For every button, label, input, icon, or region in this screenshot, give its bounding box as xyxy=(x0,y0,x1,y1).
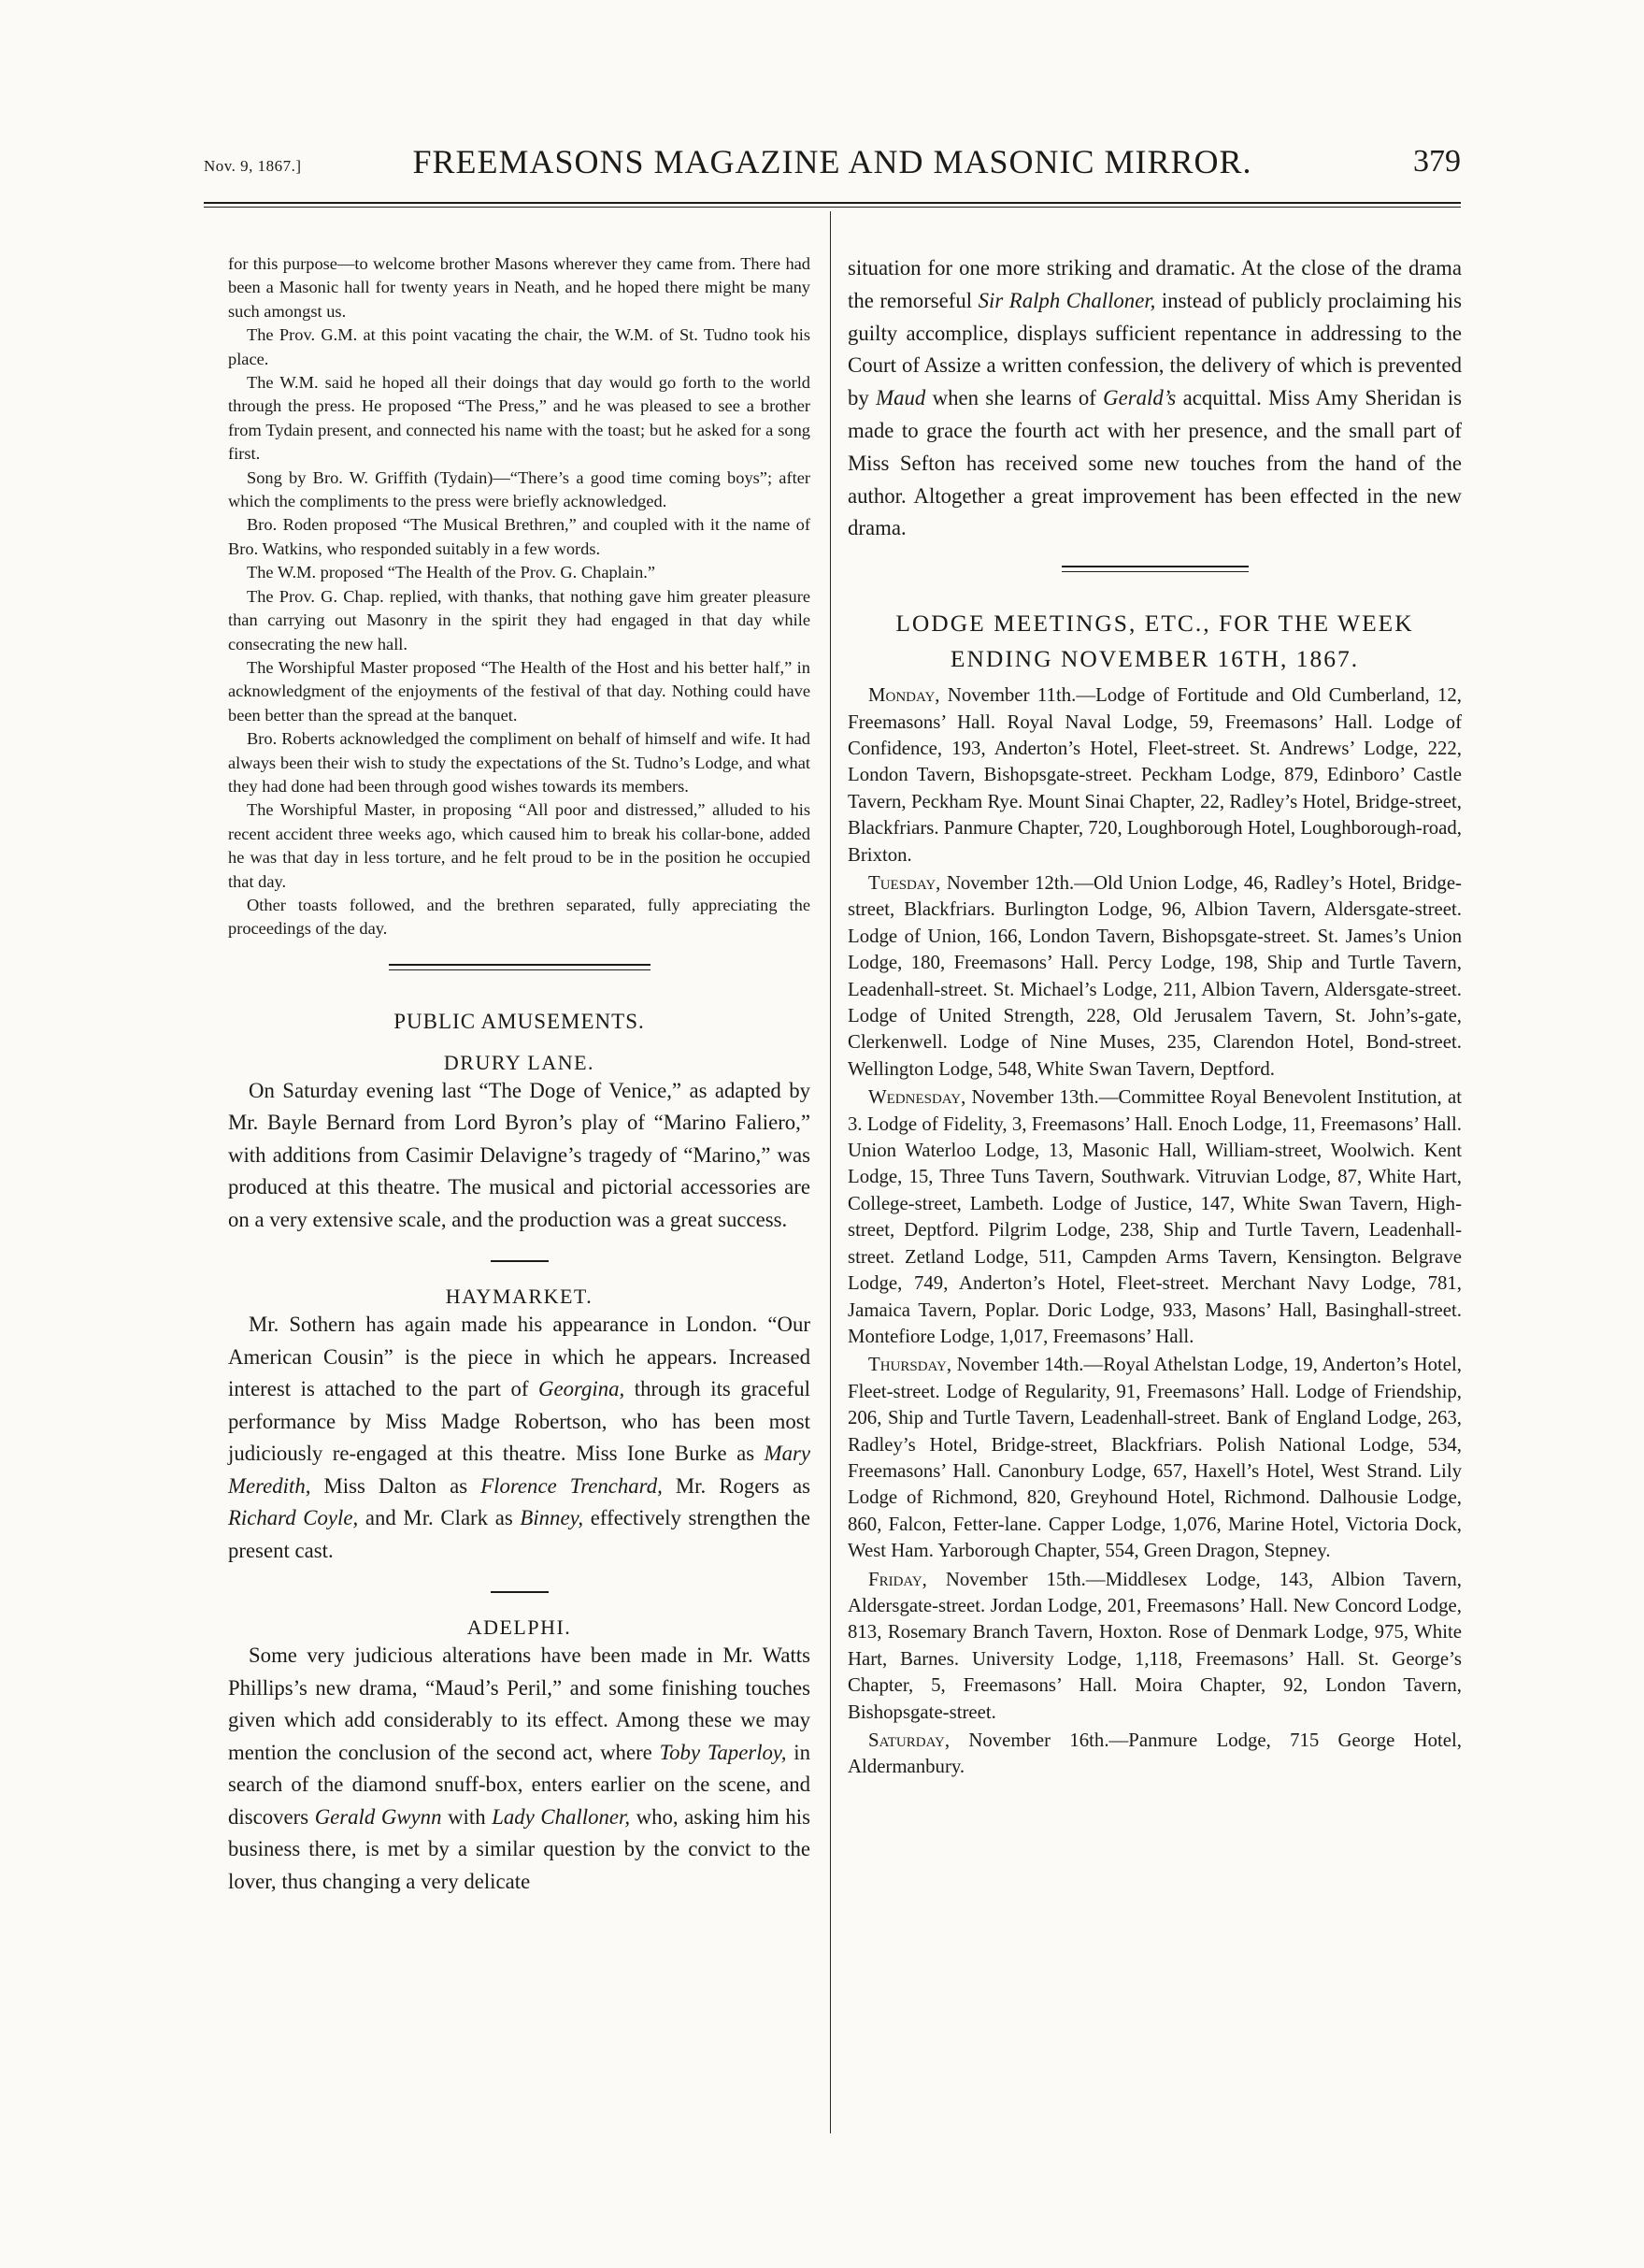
report-paragraph: Other toasts followed, and the brethren separated, fully appreciating the proceedings of the day. xyxy=(228,895,810,939)
report-paragraph: The W.M. said he hoped all their doings that day would go forth to the world through the press. He proposed “The Press,” and he was pleased to see a brother from Tydain present, and connected his name with the toast; but he asked for a song first. xyxy=(228,373,810,464)
article-text: situation for one more striking and dramatic. At the close of the drama the remorseful Sir Ralph Challoner, instead of publicly proclaiming his guilty accomplice, displays sufficient repentance in addressing to the Court of Assize a written confession, the delivery of which is prevented by Maud when she learns of Gerald’s acquittal. Miss Amy Sheridan is made to grace the fourth act with her presence, and the small part of Miss Sefton has received some new touches from the hand of the author. Altogether a great improvement has been effected in the new drama. xyxy=(848,256,1463,540)
report-paragraph: Bro. Roberts acknowledged the compliment on behalf of himself and wife. It had always been their wish to study the expectations of the St. Tudno’s Lodge, and what they had done had been through good wishes towards its members. xyxy=(228,729,810,796)
lodge-day-entry: Tuesday, November 12th.—Old Union Lodge, 46, Radley’s Hotel, Bridge-street, Blackfriars. Burlington Lodge, 96, Albion Tavern, Aldersgate-street. Lodge of Union, 166, London Tavern, Bishopsgate-street. St. James’s Union Lodge, 180, Freemasons’ Hall. Percy Lodge, 198, Ship and Turtle Tavern, Leadenhall-street. St. Michael’s Lodge, 211, Albion Tavern, Aldersgate-street. Lodge of United Strength, 228, Old Jerusalem Tavern, St. John’s-gate, Clerkenwell. Lodge of Nine Muses, 235, Clarendon Hotel, Bond-street. Wellington Lodge, 548, White Swan Tavern, Deptford. xyxy=(848,872,1462,1080)
article-text: Mr. Sothern has again made his appearance in London. “Our American Cousin” is the piece in which he appears. Increased interest is attached to the part of Georgina, through its graceful performance by Miss Madge Robertson, who has been most judiciously re-engaged at this theatre. Miss Ione Burke as Mary Meredith, Miss Dalton as Florence Trenchard, Mr. Rogers as Richard Coyle, and Mr. Clark as Binney, effectively strengthen the present cast. xyxy=(228,1313,811,1562)
lodge-day-entry: Monday, November 11th.—Lodge of Fortitude and Old Cumberland, 12, Freemasons’ Hall. Royal Naval Lodge, 59, Freemasons’ Hall. Lodge of Confidence, 193, Anderton’s Hotel, Fleet-street. St. Andrews’ Lodge, 222, London Tavern, Bishopsgate-street. Peckham Lodge, 879, Edinboro’ Castle Tavern, Peckham Rye. Mount Sinai Chapter, 22, Radley’s Hotel, Bridge-street, Blackfriars. Panmure Chapter, 720, Loughborough Hotel, Loughborough-road, Brixton. xyxy=(848,684,1463,866)
report-paragraph: Song by Bro. W. Griffith (Tydain)—“There’s a good time coming boys”; after which the compliments to the press were briefly acknowledged. xyxy=(228,467,810,511)
masthead-title: FREEMASONS MAGAZINE AND MASONIC MIRROR. xyxy=(412,143,1252,180)
article-text: Some very judicious alterations have been made in Mr. Watts Phillips’s new drama, “Maud’s Peril,” and some finishing touches given which add considerably to its effect. Among these we may mention the conclusion of the second act, where Toby Taperloy, in search of the diamond snuff-box, enters earlier on the scene, and discovers Gerald Gwynn with Lady Challoner, who, asking him his business there, is met by a similar question by the convict to the lover, thus changing a very delicate xyxy=(228,1644,810,1893)
lodge-meetings-list xyxy=(848,682,1462,1781)
right-column xyxy=(848,252,1462,1781)
report-paragraph: for this purpose—to welcome brother Masons wherever they came from. There had been a Masonic hall for twenty years in Neath, and he hoped there might be many such amongst us. xyxy=(228,254,810,321)
report-paragraph: Bro. Roden proposed “The Musical Brethren,” and coupled with it the name of Bro. Watkins, who responded suitably in a few words. xyxy=(228,515,810,558)
issue-date: Nov. 9, 1867.] xyxy=(204,157,302,175)
section-divider xyxy=(389,964,650,970)
page-number: 379 xyxy=(1413,144,1461,179)
report-paragraph: The Worshipful Master proposed “The Health of the Host and his better half,” in acknowledgment of the enjoyments of the festival of that day. Nothing could have been better than the spread at the banquet. xyxy=(228,657,810,725)
report-paragraph: The Prov. G. Chap. replied, with thanks, that nothing gave him greater pleasure than carrying out Masonry in the spirit they had engaged in that day while consecrating the new hall. xyxy=(228,586,810,653)
public-amusements-heading: PUBLIC AMUSEMENTS. xyxy=(393,1009,645,1033)
header-rule-thin xyxy=(204,207,1461,208)
page-header xyxy=(204,138,1461,183)
left-column xyxy=(228,252,810,1898)
lodge-day-entry: Wednesday, November 13th.—Committee Royal Benevolent Institution, at 3. Lodge of Fidelity, 3, Freemasons’ Hall. Enoch Lodge, 11, Freemasons’ Hall. Union Waterloo Lodge, 13, Masonic Hall, William-street, Woolwich. Kent Lodge, 15, Three Tuns Tavern, Southwark. Vitruvian Lodge, 87, White Hart, College-street, Lambeth. Lodge of Justice, 147, White Swan Tavern, High-street, Deptford. Pilgrim Lodge, 238, Ship and Turtle Tavern, Leadenhall-street. Zetland Lodge, 511, Campden Arms Tavern, Kensington. Belgrave Lodge, 749, Anderton’s Hotel, Fleet-street. Merchant Navy Lodge, 781, Jamaica Tavern, Poplar. Doric Lodge, 933, Masons’ Hall, Basinghall-street. Montefiore Lodge, 1,017, Freemasons’ Hall. xyxy=(848,1086,1462,1347)
drury-lane-heading: DRURY LANE. xyxy=(443,1050,595,1074)
adelphi-article-continued xyxy=(848,252,1462,545)
section-divider xyxy=(1062,566,1249,572)
lodge-day-entry: Friday, November 15th.—Middlesex Lodge, 143, Albion Tavern, Aldersgate-street. Jordan Lodge, 201, Freemasons’ Hall. New Concord Lodge, 813, Rosemary Branch Tavern, Hoxton. Rose of Denmark Lodge, 975, White Hart, Barnes. University Lodge, 1,118, Freemasons’ Hall. St. George’s Chapter, 5, Freemasons’ Hall. Moira Chapter, 92, London Tavern, Bishopsgate-street. xyxy=(848,1568,1462,1723)
lodge-report xyxy=(228,252,810,941)
report-paragraph: The Prov. G.M. at this point vacating the chair, the W.M. of St. Tudno took his place. xyxy=(228,325,810,368)
lodge-day-entry: Saturday, November 16th.—Panmure Lodge, 715 George Hotel, Aldermanbury. xyxy=(848,1730,1462,1778)
haymarket-heading: HAYMARKET. xyxy=(445,1285,593,1309)
report-paragraph: The Worshipful Master, in proposing “All poor and distressed,” alluded to his recent accident three weeks ago, which caused him to break his collar-bone, added he was that day in less torture, and he felt proud to be in the position he occupied that day. xyxy=(228,800,810,891)
article-text: On Saturday evening last “The Doge of Venice,” as adapted by Mr. Bayle Bernard from Lord Byron’s play of “Marino Faliero,” with additions from Casimir Delavigne’s tragedy of “Marino,” was produced at this theatre. The musical and pictorial accessories are on a very extensive scale, and the production was a great success. xyxy=(228,1078,810,1231)
adelphi-article xyxy=(228,1640,810,1898)
lodge-day-entry: Thursday, November 14th.—Royal Athelstan Lodge, 19, Anderton’s Hotel, Fleet-street. Lodge of Regularity, 91, Freemasons’ Hall. Lodge of Friendship, 206, Ship and Turtle Tavern, Leadenhall-street. Bank of England Lodge, 263, Radley’s Hotel, Bridge-street, Blackfriars. Polish National Lodge, 534, Freemasons’ Hall. Canonbury Lodge, 657, Haxell’s Hotel, West Strand. Lily Lodge of Richmond, 820, Greyhound Hotel, Richmond. Dalhousie Lodge, 860, Falcon, Fetter-lane. Capper Lodge, 1,076, Marine Hotel, Victoria Dock, West Ham. Yarborough Chapter, 554, Green Dragon, Stepney. xyxy=(848,1354,1462,1562)
lodge-meetings-heading: LODGE MEETINGS, ETC., FOR THE WEEK ENDING NOVEMBER 16TH, 1867. xyxy=(895,610,1414,673)
report-paragraph: The W.M. proposed “The Health of the Prov. G. Chaplain.” xyxy=(247,563,656,582)
header-rule xyxy=(204,202,1461,204)
column-divider xyxy=(830,211,831,2133)
haymarket-article xyxy=(228,1309,810,1567)
drury-lane-article xyxy=(228,1075,810,1237)
adelphi-heading: ADELPHI. xyxy=(466,1615,572,1640)
